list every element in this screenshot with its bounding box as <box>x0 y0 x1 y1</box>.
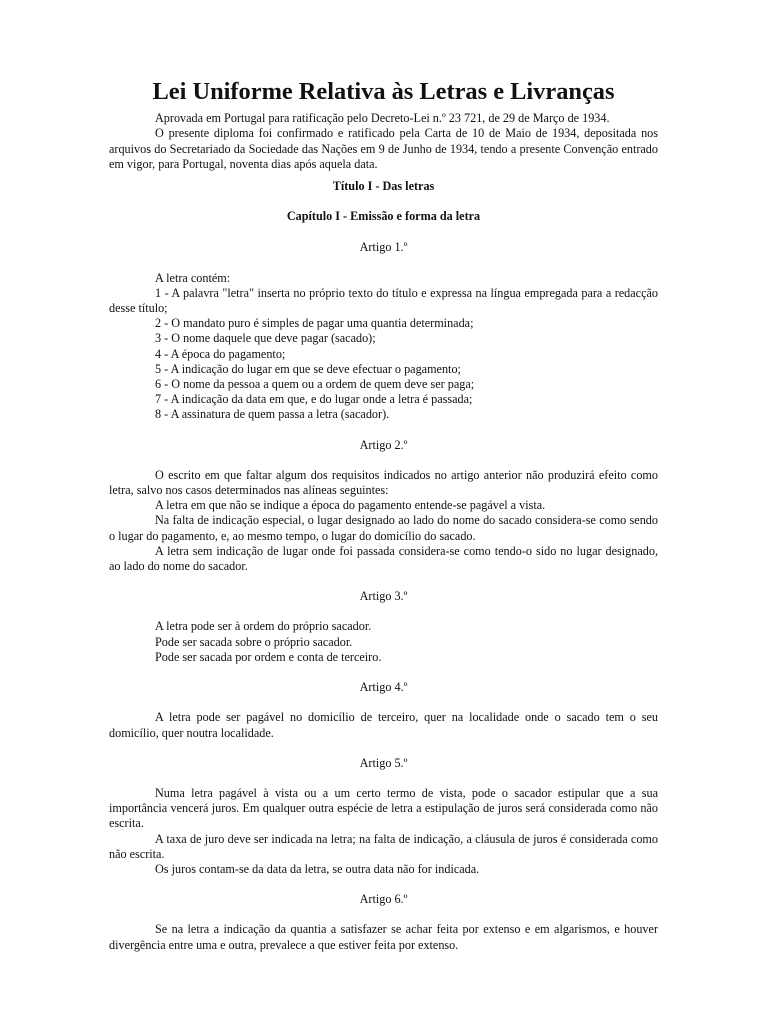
article-paragraph: A letra em que não se indique a época do pagamento entende-se pagável a vista. <box>155 498 546 513</box>
article-paragraph: A letra contém: <box>155 270 231 285</box>
article-heading: Artigo 2.º <box>359 437 408 452</box>
article-heading: Artigo 6.º <box>359 892 408 907</box>
section-heading: Título I - Das letras <box>332 179 435 194</box>
article-heading: Artigo 3.º <box>359 589 408 604</box>
list-item: 2 - O mandato puro é simples de pagar uma quantia determinada; <box>155 316 474 331</box>
list-item: 3 - O nome daquele que deve pagar (sacado); <box>155 331 376 346</box>
list-item: 8 - A assinatura de quem passa a letra (sacador). <box>155 407 390 422</box>
article-paragraph: A letra pode ser pagável no domicílio de terceiro, quer na localidade onde o sacado tem o seu domicílio, quer noutra localidade. <box>109 710 658 740</box>
article-heading: Artigo 5.º <box>359 755 408 770</box>
article-paragraph: Na falta de indicação especial, o lugar designado ao lado do nome do sacado considera-se como sendo o lugar do pagamento, e, ao mesmo tempo, o lugar do domicílio do sacado. <box>109 513 658 543</box>
article-paragraph: A taxa de juro deve ser indicada na letra; na falta de indicação, a cláusula de juros é considerada como não escrita. <box>109 831 658 861</box>
article-heading: Artigo 1.º <box>359 240 408 255</box>
article-paragraph: Numa letra pagável à vista ou a um certo termo de vista, pode o sacador estipular que a sua importância vencerá juros. Em qualquer outra espécie de letra a estipulação de juros será considerada como não escrita. <box>109 785 658 831</box>
article-paragraph: A letra sem indicação de lugar onde foi passada considera-se como tendo-o sido no lugar designado, ao lado do nome do sacador. <box>109 543 658 574</box>
article-paragraph: Os juros contam-se da data da letra, se outra data não for indicada. <box>155 861 480 876</box>
list-item: 5 - A indicação do lugar em que se deve efectuar o pagamento; <box>155 361 461 376</box>
article-paragraph: Pode ser sacada por ordem e conta de terceiro. <box>155 649 382 664</box>
article-paragraph: O escrito em que faltar algum dos requisitos indicados no artigo anterior não produzirá efeito como letra, salvo nos casos determinados nas alíneas seguintes: <box>109 467 658 498</box>
document-title: Lei Uniforme Relativa às Letras e Livranças <box>152 78 615 105</box>
list-item: 6 - O nome da pessoa a quem ou a ordem de quem deve ser paga; <box>155 377 475 392</box>
article-heading: Artigo 4.º <box>359 680 408 695</box>
list-item: 4 - A época do pagamento; <box>155 346 286 361</box>
chapter-heading: Capítulo I - Emissão e forma da letra <box>286 209 481 224</box>
intro-paragraph: Aprovada em Portugal para ratificação pelo Decreto-Lei n.º 23 721, de 29 de Março de 1934. <box>155 111 610 126</box>
list-item: 7 - A indicação da data em que, e do lugar onde a letra é passada; <box>155 392 473 407</box>
article-paragraph: Pode ser sacada sobre o próprio sacador. <box>155 634 353 649</box>
article-paragraph: A letra pode ser à ordem do próprio sacador. <box>155 619 372 634</box>
list-item: 1 - A palavra "letra" inserta no próprio texto do título e expressa na língua empregada para a redacção desse título; <box>109 285 658 316</box>
article-paragraph: Se na letra a indicação da quantia a satisfazer se achar feita por extenso e em algarismos, e houver divergência entre uma e outra, prevalece a que estiver feita por extenso. <box>109 922 658 952</box>
intro-paragraph: O presente diploma foi confirmado e ratificado pela Carta de 10 de Maio de 1934, depositada nos arquivos do Secretariado da Sociedade das Nações em 9 de Junho de 1934, tendo a presente Convenção entrado em vigor, para Portugal, noventa dias após aquela data. <box>109 126 658 171</box>
